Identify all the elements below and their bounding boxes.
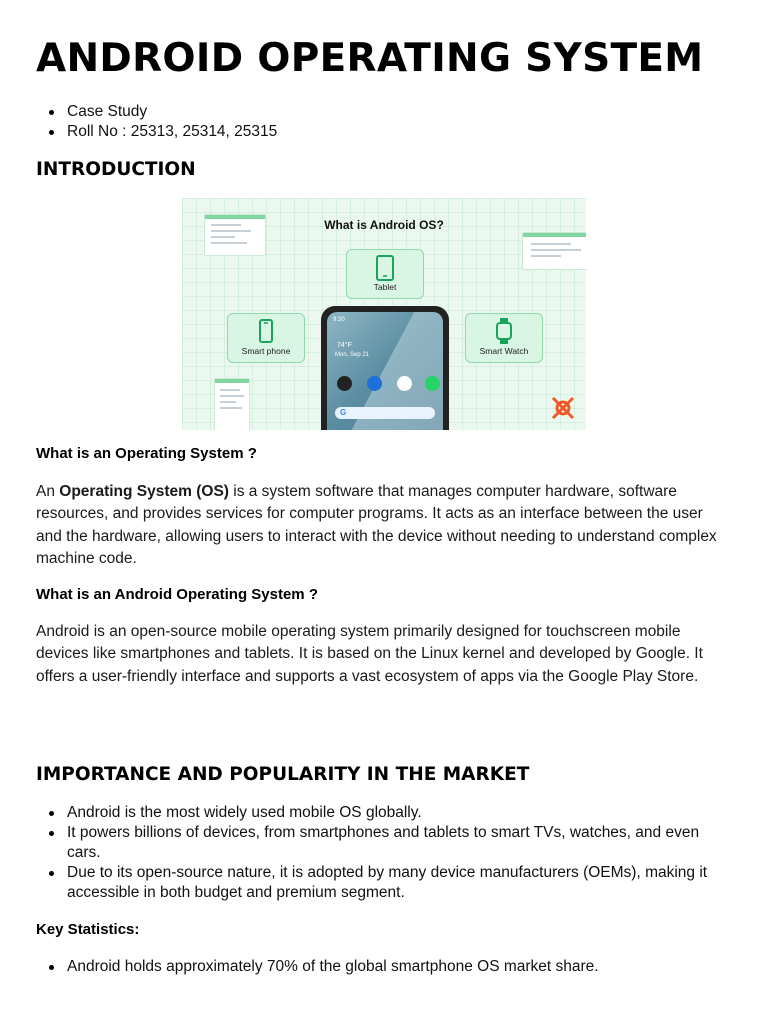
google-search-bar — [335, 407, 435, 419]
key-statistics-heading: Key Statistics: — [36, 921, 140, 938]
paragraph-os: An Operating System (OS) is a system software that manages computer hardware, software resources, and provides services for computer programs. It acts as an interface between the user and the hardware, allowing users to interact with the device without needing to understand complex machine code. — [36, 483, 717, 567]
list-item: Case Study — [36, 102, 277, 122]
importance-list — [36, 803, 726, 903]
code-snippet-graphic — [522, 232, 586, 270]
uber-app-icon — [337, 376, 352, 391]
weather-readout: 74°F — [337, 342, 352, 349]
meta-list — [36, 102, 277, 142]
list-item: Roll No : 25313, 25314, 25315 — [36, 122, 277, 142]
code-snippet-graphic — [204, 214, 266, 256]
paragraph-android: Android is an open-source mobile operating system primarily designed for touchscreen mobile devices like smartphones and tablets. It is based on the Linux kernel and developed by Google. It offers a user-friendly interface and supports a vast ecosystem of apps via the Google Play Store. — [36, 623, 703, 685]
phone-mockup — [321, 306, 449, 430]
phone-screen: 9:30 74°F Mon, Sep 21 G — [327, 312, 443, 430]
maps-app-icon — [397, 376, 412, 391]
google-icon: G — [340, 408, 347, 417]
brand-logo-icon — [548, 393, 578, 423]
question-heading: What is an Android Operating System ? — [36, 586, 318, 603]
smart-phone-card: Smart phone — [227, 313, 305, 363]
code-snippet-graphic — [214, 378, 250, 430]
illustration-title: What is Android OS? — [324, 218, 444, 232]
tablet-card: Tablet — [346, 249, 424, 299]
android-os-illustration — [182, 198, 586, 430]
tablet-icon — [375, 255, 395, 281]
smartphone-icon — [258, 319, 274, 343]
smartwatch-icon — [495, 318, 513, 344]
smart-watch-card: Smart Watch — [465, 313, 543, 363]
statistics-list — [36, 957, 726, 977]
importance-heading: IMPORTANCE AND POPULARITY IN THE MARKET — [36, 764, 530, 785]
page-title: ANDROID OPERATING SYSTEM — [36, 36, 704, 81]
list-item: It powers billions of devices, from smartphones and tablets to smart TVs, watches, and even cars. — [36, 823, 726, 863]
introduction-heading: INTRODUCTION — [36, 159, 196, 180]
list-item: Android holds approximately 70% of the global smartphone OS market share. — [36, 957, 726, 977]
whatsapp-app-icon — [425, 376, 440, 391]
question-heading: What is an Operating System ? — [36, 445, 257, 462]
list-item: Due to its open-source nature, it is adopted by many device manufacturers (OEMs), making it accessible in both budget and premium segment. — [36, 863, 726, 903]
list-item: Android is the most widely used mobile OS globally. — [36, 803, 726, 823]
date-readout: Mon, Sep 21 — [335, 352, 370, 358]
app-icon — [367, 376, 382, 391]
